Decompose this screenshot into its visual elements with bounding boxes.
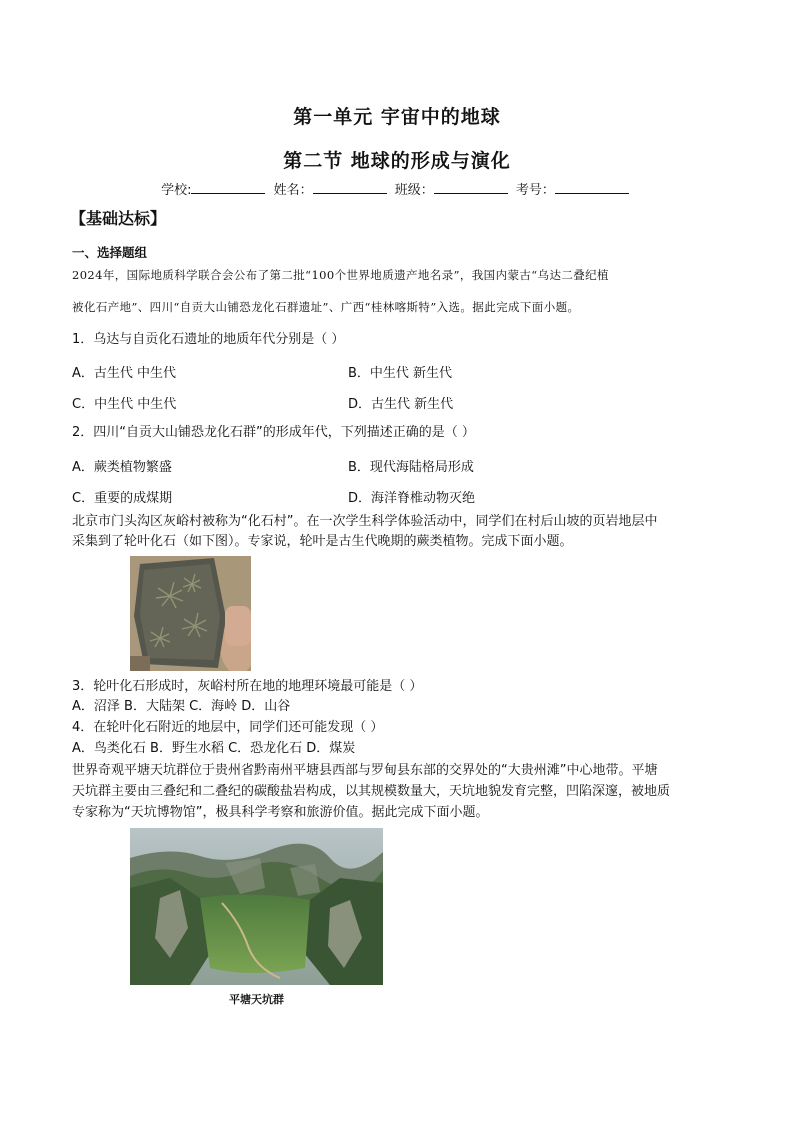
question-2-option-a[interactable]: A．蕨类植物繁盛: [72, 460, 172, 475]
question-4-stem: 4．在轮叶化石附近的地层中，同学们还可能发现（ ）: [72, 720, 384, 735]
school-blank[interactable]: [191, 181, 265, 194]
group1-intro-line1: 2024年，国际地质科学联合会公布了第二批“100个世界地质遗产地名录”，我国内蒙古“乌达二叠纪植: [72, 268, 609, 282]
class-blank[interactable]: [434, 181, 508, 194]
question-1-option-c[interactable]: C．中生代 中生代: [72, 397, 177, 412]
group2-intro-line1: 北京市门头沟区灰峪村被称为“化石村”。在一次学生科学体验活动中，同学们在村后山坡的页岩地层中: [72, 514, 658, 529]
group1-intro-line2: 被化石产地”、四川“自贡大山铺恐龙化石群遗址”、广西“桂林喀斯特”入选。据此完成下面小题。: [72, 300, 580, 314]
section-title: 第二节 地球的形成与演化: [283, 150, 511, 172]
horsetail-fossil-photo: [130, 556, 251, 671]
exam-number-blank[interactable]: [555, 181, 629, 194]
exam-number-label: 考号：: [515, 183, 555, 198]
group3-intro-line2: 天坑群主要由三叠纪和二叠纪的碳酸盐岩构成，以其规模数量大，天坑地貌发育完整，凹陷深邃，被地质: [72, 784, 671, 799]
unit-title: 第一单元 宇宙中的地球: [293, 106, 501, 128]
student-info-row: [0, 179, 794, 198]
name-label: 姓名：: [273, 183, 313, 198]
class-label: 班级：: [394, 183, 434, 198]
school-label: 学校:: [161, 183, 192, 198]
pingtang-tiankeng-photo: [130, 828, 383, 985]
question-2-stem: 2．四川“自贡大山铺恐龙化石群”的形成年代，下列描述正确的是（ ）: [72, 425, 475, 440]
question-2-option-d[interactable]: D．海洋脊椎动物灭绝: [348, 491, 476, 506]
question-1-option-b[interactable]: B．中生代 新生代: [348, 366, 453, 381]
question-3-stem: 3．轮叶化石形成时，灰峪村所在地的地理环境最可能是（ ）: [72, 679, 423, 694]
name-blank[interactable]: [313, 181, 387, 194]
question-3-options[interactable]: A．沼泽 B．大陆架 C．海岭 D．山谷: [72, 699, 291, 714]
question-2-option-b[interactable]: B．现代海陆格局形成: [348, 460, 474, 475]
question-1-stem: 1．乌达与自贡化石遗址的地质年代分别是（ ）: [72, 332, 345, 347]
group2-intro-line2: 采集到了轮叶化石（如下图）。专家说，轮叶是古生代晚期的蕨类植物。完成下面小题。: [72, 534, 573, 549]
question-1-option-d[interactable]: D．古生代 新生代: [348, 397, 454, 412]
question-2-option-c[interactable]: C．重要的成煤期: [72, 491, 173, 506]
group3-intro-line3: 专家称为“天坑博物馆”，极具科学考察和旅游价值。据此完成下面小题。: [72, 805, 489, 820]
question-1-option-a[interactable]: A．古生代 中生代: [72, 366, 177, 381]
group3-intro-line1: 世界奇观平塘天坑群位于贵州省黔南州平塘县西部与罗甸县东部的交界处的“大贵州滩”中心地带。平塘: [72, 763, 658, 778]
question-4-options[interactable]: A．鸟类化石 B．野生水稻 C．恐龙化石 D．煤炭: [72, 741, 356, 756]
basic-standard-heading: 【基础达标】: [70, 209, 167, 228]
photo-caption: 平塘天坑群: [229, 993, 284, 1006]
choice-group-heading: 一、选择题组: [72, 245, 148, 260]
